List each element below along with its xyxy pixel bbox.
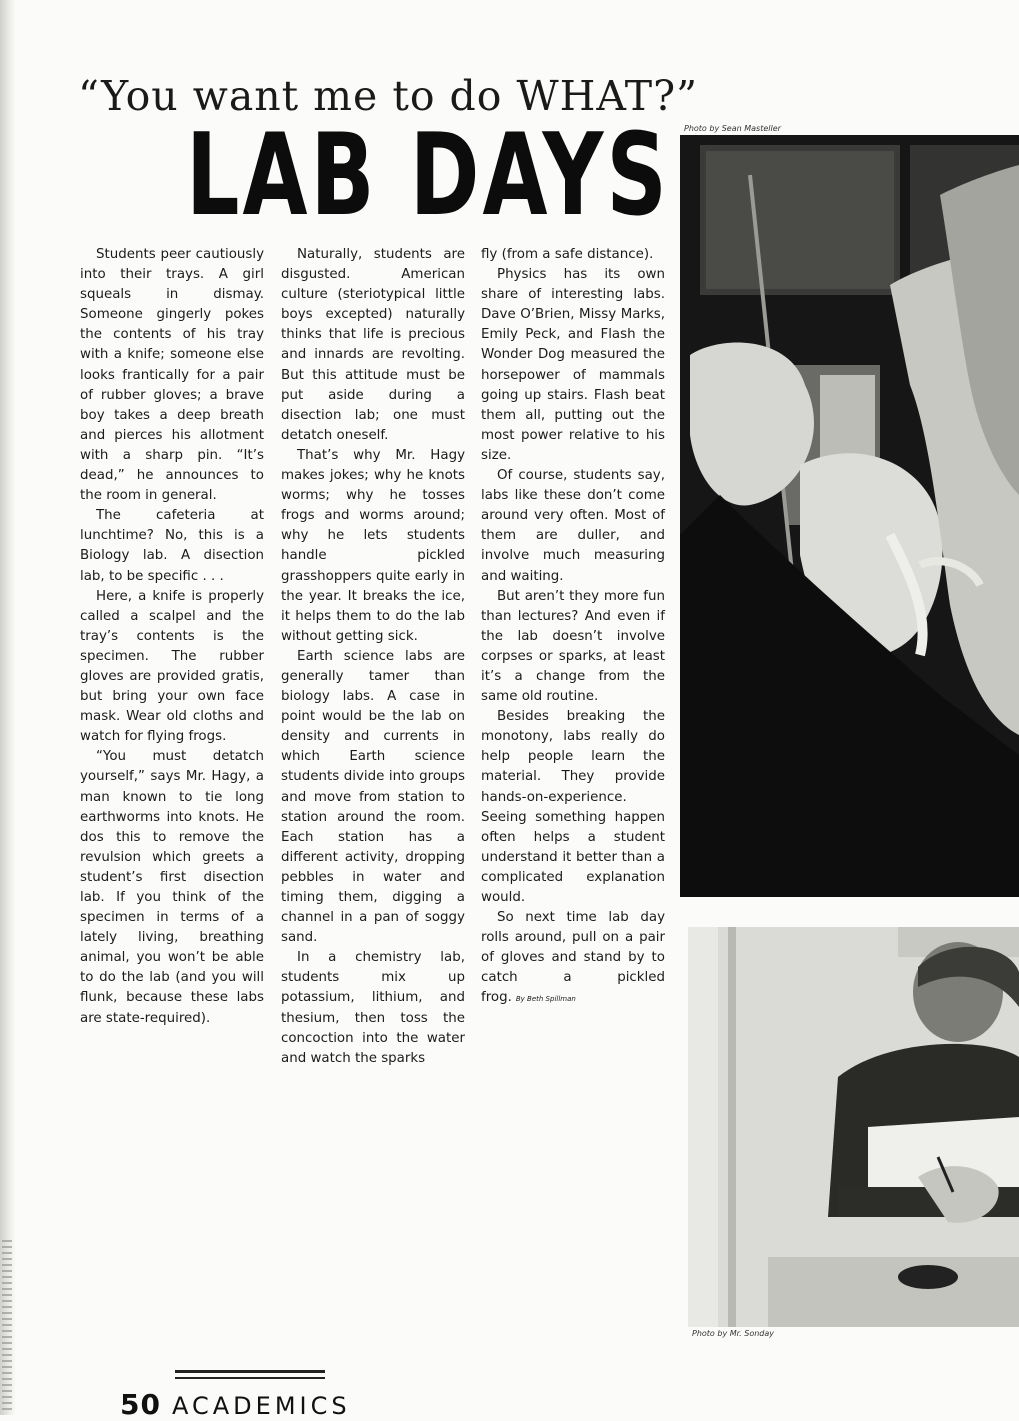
footer-rule <box>175 1377 325 1379</box>
binding-marks <box>2 1240 12 1410</box>
article-final-paragraph <box>481 908 665 1009</box>
article-column-2 <box>281 245 465 1069</box>
article-paragraph: Earth science labs are generally tamer than biology labs. A case in point would be the lab on density and currents in which Earth science students divide into groups and move from station to station around the room. Each station has a different activity, dropping pebbles in water and timing them, digging a channel in a pan of soggy sand. <box>281 648 465 946</box>
article-paragraph: “You must detatch yourself,” says Mr. Hagy, a man known to tie long earthworms into knots. He dos this to remove the revulsion which greets a student’s first disection lab. If you think of the specimen in terms of a lately living, breathing animal, you won’t be able to do the lab (and you will flunk, because these labs are state-required). <box>80 749 264 1026</box>
footer-rule <box>175 1370 325 1373</box>
article-paragraph: Here, a knife is properly called a scalpel and the tray’s contents is the specimen. The rubber gloves are provided gratis, but bring your own face mask. Wear old cloths and watch for flying frogs. <box>80 588 264 745</box>
final-paragraph-text: So next time lab day rolls around, pull on a pair of gloves and stand by to catch a pickled frog. <box>481 910 665 1006</box>
photo-credit-top: Photo by Sean Masteller <box>684 124 781 133</box>
article-paragraph: In a chemistry lab, students mix up potassium, lithium, and thesium, then toss the concoction into the water and watch the sparks <box>281 950 465 1066</box>
article-column-3 <box>481 245 665 1010</box>
photo-student-writing <box>688 927 1019 1327</box>
article-paragraph-continuation: fly (from a safe distance). <box>481 247 654 262</box>
article-paragraph: Of course, students say, labs like these don’t come around very often. Most of them are duller, and involve much measuring and waiting. <box>481 468 665 584</box>
photo-dissection-girl <box>680 135 1019 897</box>
article-paragraph: That’s why Mr. Hagy makes jokes; why he knots worms; why he tosses frogs and worms around; why he lets students handle pickled grasshoppers quite early in the year. It breaks the ice, it helps them to do the lab without getting sick. <box>281 447 465 644</box>
kicker-quote: “You want me to do WHAT?” <box>78 72 699 120</box>
article-paragraph: The cafeteria at lunchtime? No, this is a Biology lab. A disection lab, to be specific . . . <box>80 508 264 584</box>
article-paragraph: Students peer cautiously into their trays. A girl squeals in dismay. Someone gingerly pokes the contents of his tray with a knife; someone else looks frantically for a pair of rubber gloves; a brave boy takes a deep breath and pierces his allotment with a sharp pin. “It’s dead,” he announces to the room in general. <box>80 247 264 504</box>
byline: By Beth Spillman <box>515 995 576 1004</box>
article-column-1 <box>80 245 264 1029</box>
photo-credit-bottom: Photo by Mr. Sonday <box>692 1329 775 1338</box>
article-paragraph: Physics has its own share of interesting labs. Dave O’Brien, Missy Marks, Emily Peck, and Flash the Wonder Dog measured the horsepower of mammals going up stairs. Flash beat them all, putting out the most power relative to his size. <box>481 267 665 463</box>
article-paragraph: Besides breaking the monotony, labs really do help people learn the material. They provide hands-on-experience. Seeing something happen often helps a student understand it better than a complicated explanation would. <box>481 709 665 905</box>
article-paragraph: Naturally, students are disgusted. American culture (steriotypical little boys excepted) naturally thinks that life is precious and innards are revolting. But this attitude must be put aside during a disection lab; one must detatch oneself. <box>281 247 465 443</box>
headline: LAB DAYS <box>186 108 670 241</box>
article-paragraph: But aren’t they more fun than lectures? And even if the lab doesn’t involve corpses or sparks, at least it’s a change from the same old routine. <box>481 588 665 705</box>
page-number: 50 <box>120 1388 161 1421</box>
page-edge <box>0 0 16 1415</box>
section-name: ACADEMICS <box>172 1392 351 1420</box>
